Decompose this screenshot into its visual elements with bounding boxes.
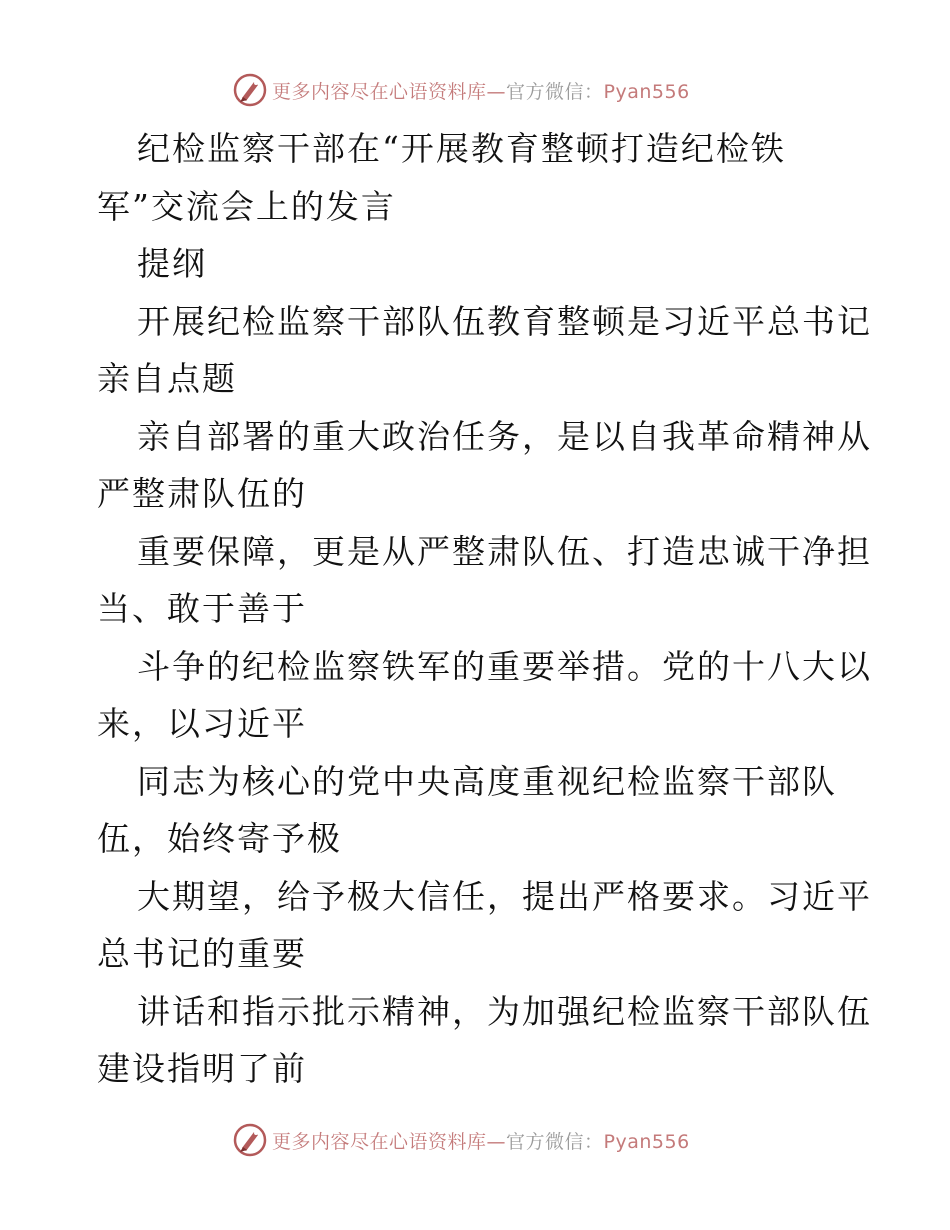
body-paragraph <box>97 983 872 1041</box>
body-paragraph-continued <box>97 1040 857 1098</box>
outline-heading <box>97 235 857 293</box>
body-paragraph-continued <box>97 465 857 523</box>
text-line: 总书记的重要 <box>97 934 307 973</box>
text-line: 讲话和指示批示精神，为加强纪检监察干部队伍 <box>137 991 872 1031</box>
body-paragraph <box>97 868 872 926</box>
text-line: 纪检监察干部在“开展教育整顿打造纪检铁 <box>137 129 786 168</box>
body-paragraph-continued <box>97 695 857 753</box>
pen-circle-logo-icon <box>232 72 268 108</box>
body-paragraph-continued <box>97 580 857 638</box>
banner-site-text: 更多内容尽在心语资料库 <box>272 80 487 103</box>
text-line: 军”交流会上的发言 <box>97 186 396 226</box>
banner-dash: — <box>486 80 507 103</box>
text-line: 开展纪检监察干部队伍教育整顿是习近平总书记 <box>137 301 872 341</box>
text-line: 大期望，给予极大信任，提出严格要求。习近平 <box>137 876 872 916</box>
text-line: 严整肃队伍的 <box>97 474 307 513</box>
footer-watermark-banner <box>232 1120 690 1160</box>
body-paragraph <box>97 293 872 351</box>
text-line: 来，以习近平 <box>97 704 307 743</box>
text-line: 亲自点题 <box>97 359 237 398</box>
title-paragraph <box>97 120 857 178</box>
header-watermark-banner <box>232 70 690 110</box>
banner-dash: — <box>486 1130 507 1153</box>
banner-text <box>272 77 690 104</box>
body-paragraph <box>97 408 872 466</box>
banner-site-text: 更多内容尽在心语资料库 <box>272 1130 487 1153</box>
banner-wechat-id: Pyan556 <box>603 1130 690 1153</box>
text-line: 同志为核心的党中央高度重视纪检监察干部队 <box>137 761 837 801</box>
body-paragraph <box>97 638 872 696</box>
title-paragraph-continued <box>97 178 857 236</box>
pen-circle-logo-icon <box>232 1122 268 1158</box>
text-line: 建设指明了前 <box>97 1049 307 1088</box>
body-paragraph <box>97 523 872 581</box>
text-line: 亲自部署的重大政治任务，是以自我革命精神从 <box>137 416 872 456</box>
body-paragraph-continued <box>97 350 857 408</box>
body-paragraph-continued <box>97 810 857 868</box>
document-body <box>97 120 872 1098</box>
text-line: 当、敢于善于 <box>97 589 307 628</box>
text-line: 伍，始终寄予极 <box>97 819 342 858</box>
text-line: 重要保障，更是从严整肃队伍、打造忠诚干净担 <box>137 531 872 571</box>
banner-wechat-label: 官方微信： <box>506 80 604 103</box>
text-line: 提纲 <box>137 244 207 283</box>
banner-wechat-label: 官方微信： <box>506 1130 604 1153</box>
text-line: 斗争的纪检监察铁军的重要举措。党的十八大以 <box>137 646 872 686</box>
banner-wechat-id: Pyan556 <box>603 80 690 103</box>
body-paragraph-continued <box>97 925 857 983</box>
body-paragraph <box>97 753 857 811</box>
banner-text <box>272 1127 690 1154</box>
